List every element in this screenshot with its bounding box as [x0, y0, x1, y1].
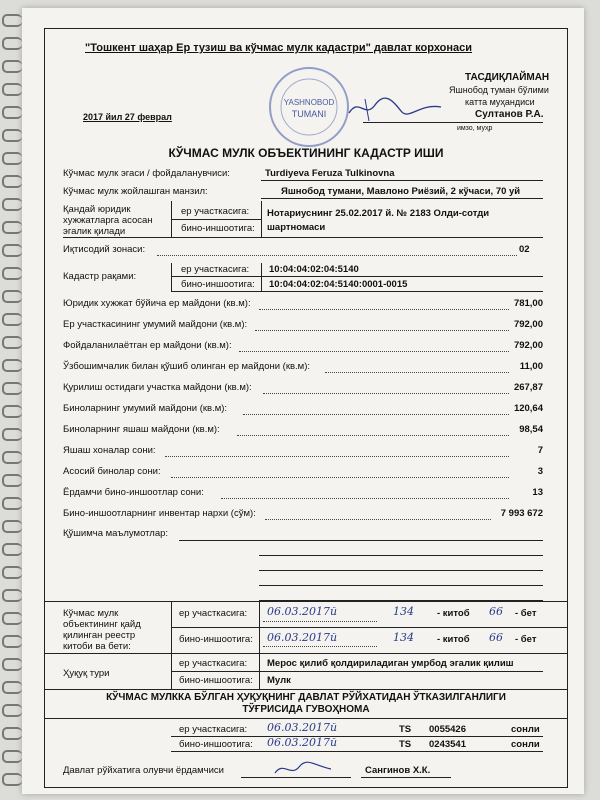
- certificate-date-2: 06.03.2017й: [267, 736, 338, 749]
- approve-name: Султанов Р.А.: [475, 109, 544, 120]
- right-type-sub-1: ер участкасига:: [179, 658, 248, 669]
- stamp-text-1: YASHNOBOD: [283, 98, 335, 107]
- page-title: КЎЧМАС МУЛК ОБЪЕКТИНИНГ КАДАСТР ИШИ: [168, 146, 444, 160]
- spiral-ring: [2, 313, 22, 326]
- registry-book-label-2: - китоб: [437, 634, 470, 645]
- zone-label: Иқтисодий зонаси:: [63, 244, 146, 255]
- org-title: "Тошкент шаҳар Ер тузиш ва кўчмас мулк кадастри" давлат корхонаси: [85, 42, 473, 54]
- spiral-ring: [2, 635, 22, 648]
- spiral-ring: [2, 566, 22, 579]
- right-type-value-2: Мулк: [267, 675, 291, 686]
- spiral-ring: [2, 589, 22, 602]
- certificate-num-label-2: сонли: [511, 739, 540, 750]
- right-type-value-1: Мерос қилиб қолдириладиган умрбод эгалик қилиш: [267, 658, 514, 669]
- spiral-ring: [2, 497, 22, 510]
- area-row-label: Фойдаланилаётган ер майдони (кв.м):: [63, 340, 232, 351]
- area-row-label: Биноларнинг умумий майдони (кв.м):: [63, 403, 228, 414]
- spiral-ring: [2, 129, 22, 142]
- sign-caption: имзо, муҳр: [457, 125, 493, 132]
- spiral-ring: [2, 543, 22, 556]
- registry-page-2: 66: [489, 631, 503, 644]
- right-type-label: Ҳуқуқ тури: [63, 668, 110, 679]
- spiral-ring: [2, 14, 22, 27]
- area-row-label: Ер участкасининг умумий майдони (кв.м):: [63, 319, 248, 330]
- spiral-ring: [2, 60, 22, 73]
- area-row-value: 3: [537, 466, 543, 477]
- spiral-ring: [2, 727, 22, 740]
- spiral-ring: [2, 382, 22, 395]
- zone-value: 02: [519, 244, 530, 255]
- official-stamp: [267, 65, 351, 149]
- spiral-ring: [2, 106, 22, 119]
- spiral-ring: [2, 175, 22, 188]
- area-row-value: 792,00: [513, 319, 543, 330]
- stamp-text-2: TUMANI: [291, 109, 327, 119]
- area-row-value: 98,54: [519, 424, 543, 435]
- cadastre-value-2: 10:04:04:02:04:5140:0001-0015: [269, 279, 408, 290]
- certificate-num-1: 0055426: [429, 724, 466, 735]
- spiral-ring: [2, 267, 22, 280]
- spiral-ring: [2, 658, 22, 671]
- spiral-ring: [2, 83, 22, 96]
- extra-label: Қўшимча маълумотлар:: [63, 528, 169, 539]
- registry-date-1: 06.03.2017й: [267, 605, 338, 618]
- address-value: Яшнобод тумани, Мавлоно Риёзий, 2 кўчаси, 70 уй: [281, 186, 521, 197]
- registry-sub-1: ер участкасига:: [179, 608, 248, 619]
- spiral-ring: [2, 290, 22, 303]
- certificate-sub-1: ер участкасига:: [179, 724, 248, 735]
- spiral-ring: [2, 152, 22, 165]
- cadastre-sub-2: бино-иншоотига:: [181, 279, 255, 290]
- area-row-label: Яшаш хоналар сони:: [63, 445, 156, 456]
- area-row-value: 267,87: [513, 382, 543, 393]
- registry-date-2: 06.03.2017й: [267, 631, 338, 644]
- approve-line1: Яшнобод туман бўлими: [449, 85, 549, 95]
- cadastre-label: Кадастр рақами:: [63, 271, 137, 282]
- registry-page-label-2: - бет: [515, 634, 537, 645]
- legal-label-2: хужжатларга асосан: [63, 215, 153, 226]
- certificate-series-2: TS: [399, 739, 412, 750]
- registry-page-1: 66: [489, 605, 503, 618]
- area-row-value: 120,64: [513, 403, 543, 414]
- spiral-binding: [0, 0, 22, 800]
- spiral-ring: [2, 474, 22, 487]
- area-row-value: 781,00: [513, 298, 543, 309]
- spiral-ring: [2, 704, 22, 717]
- registry-num-2: 134: [393, 631, 414, 644]
- spiral-ring: [2, 773, 22, 786]
- document-date: 2017 йил 27 феврал: [83, 112, 172, 122]
- registry-label-2: объектининг қайд: [63, 619, 141, 630]
- approve-line2: катта муҳандиси: [465, 97, 535, 107]
- footer-label: Давлат рўйхатига олувчи ёрдамчиси: [63, 765, 224, 776]
- signature-icon: [345, 93, 445, 123]
- area-row-value: 7 993 672: [500, 508, 543, 519]
- spiral-ring: [2, 750, 22, 763]
- spiral-ring: [2, 198, 22, 211]
- spiral-ring: [2, 520, 22, 533]
- spiral-ring: [2, 612, 22, 625]
- spiral-ring: [2, 428, 22, 441]
- area-row-label: Биноларнинг яшаш майдони (кв.м):: [63, 424, 220, 435]
- spiral-ring: [2, 681, 22, 694]
- spiral-ring: [2, 451, 22, 464]
- right-type-sub-2: бино-иншоотига:: [179, 675, 253, 686]
- spiral-ring: [2, 359, 22, 372]
- area-row-label: Асосий бинолар сони:: [63, 466, 161, 477]
- certificate-num-2: 0243541: [429, 739, 466, 750]
- spiral-ring: [2, 221, 22, 234]
- area-row-value: 11,00: [519, 361, 543, 372]
- footer-name: Сангинов Х.К.: [365, 765, 431, 776]
- legal-label-1: Қандай юридик: [63, 204, 131, 215]
- registry-num-1: 134: [393, 605, 414, 618]
- registry-label-1: Кўчмас мулк: [63, 608, 119, 619]
- certificate-num-label-1: сонли: [511, 724, 540, 735]
- legal-sub-2: бино-иншоотига:: [181, 223, 255, 234]
- footer-signature-icon: [273, 759, 333, 779]
- area-row-value: 13: [532, 487, 543, 498]
- owner-label: Кўчмас мулк эгаси / фойдаланувчиси:: [63, 168, 230, 179]
- cadastre-form: [44, 28, 568, 788]
- registry-sub-2: бино-иншоотига:: [179, 634, 253, 645]
- approve-title: ТАСДИҚЛАЙМАН: [465, 72, 550, 83]
- registry-book-label-1: - китоб: [437, 608, 470, 619]
- registry-label-3: қилинган реестр: [63, 630, 136, 641]
- spiral-ring: [2, 37, 22, 50]
- spiral-ring: [2, 336, 22, 349]
- area-row-value: 7: [537, 445, 543, 456]
- cadastre-sub-1: ер участкасига:: [181, 264, 250, 275]
- owner-value: Turdiyeva Feruza Tulkinovna: [265, 168, 395, 179]
- certificate-sub-2: бино-иншоотига:: [179, 739, 253, 750]
- registry-page-label-1: - бет: [515, 608, 537, 619]
- certificate-title-1: КЎЧМАС МУЛККА БЎЛГАН ҲУҚУҚНИНГ ДАВЛАТ РЎЙХАТИДАН ЎТКАЗИЛГАНЛИГИ: [106, 692, 506, 703]
- area-row-label: Ёрдамчи бино-иншоотлар сони:: [63, 487, 204, 498]
- address-label: Кўчмас мулк жойлашган манзил:: [63, 186, 208, 197]
- area-row-value: 792,00: [513, 340, 543, 351]
- legal-label-3: эгалик қилади: [63, 226, 126, 237]
- certificate-date-1: 06.03.2017й: [267, 721, 338, 734]
- area-row-label: Ўзбошимчалик билан қўшиб олинган ер майдони (кв.м):: [63, 361, 311, 372]
- area-row-label: Бино-иншоотларнинг инвентар нархи (сўм):: [63, 508, 256, 519]
- certificate-title-2: ТЎҒРИСИДА ГУВОҲНОМА: [242, 704, 370, 715]
- spiral-ring: [2, 405, 22, 418]
- area-row-label: Қурилиш остидаги участка майдони (кв.м):: [63, 382, 252, 393]
- area-row-label: Юридик хужжат бўйича ер майдони (кв.м):: [63, 298, 251, 309]
- registry-label-4: китоби ва бети:: [63, 641, 131, 652]
- certificate-series-1: TS: [399, 724, 412, 735]
- legal-value-1: Нотариуснинг 25.02.2017 й. № 2183 Олди-сотди: [267, 208, 490, 219]
- spiral-ring: [2, 244, 22, 257]
- legal-value-2: шартномаси: [267, 222, 326, 233]
- legal-sub-1: ер участкасига:: [181, 206, 250, 217]
- cadastre-value-1: 10:04:04:02:04:5140: [269, 264, 359, 275]
